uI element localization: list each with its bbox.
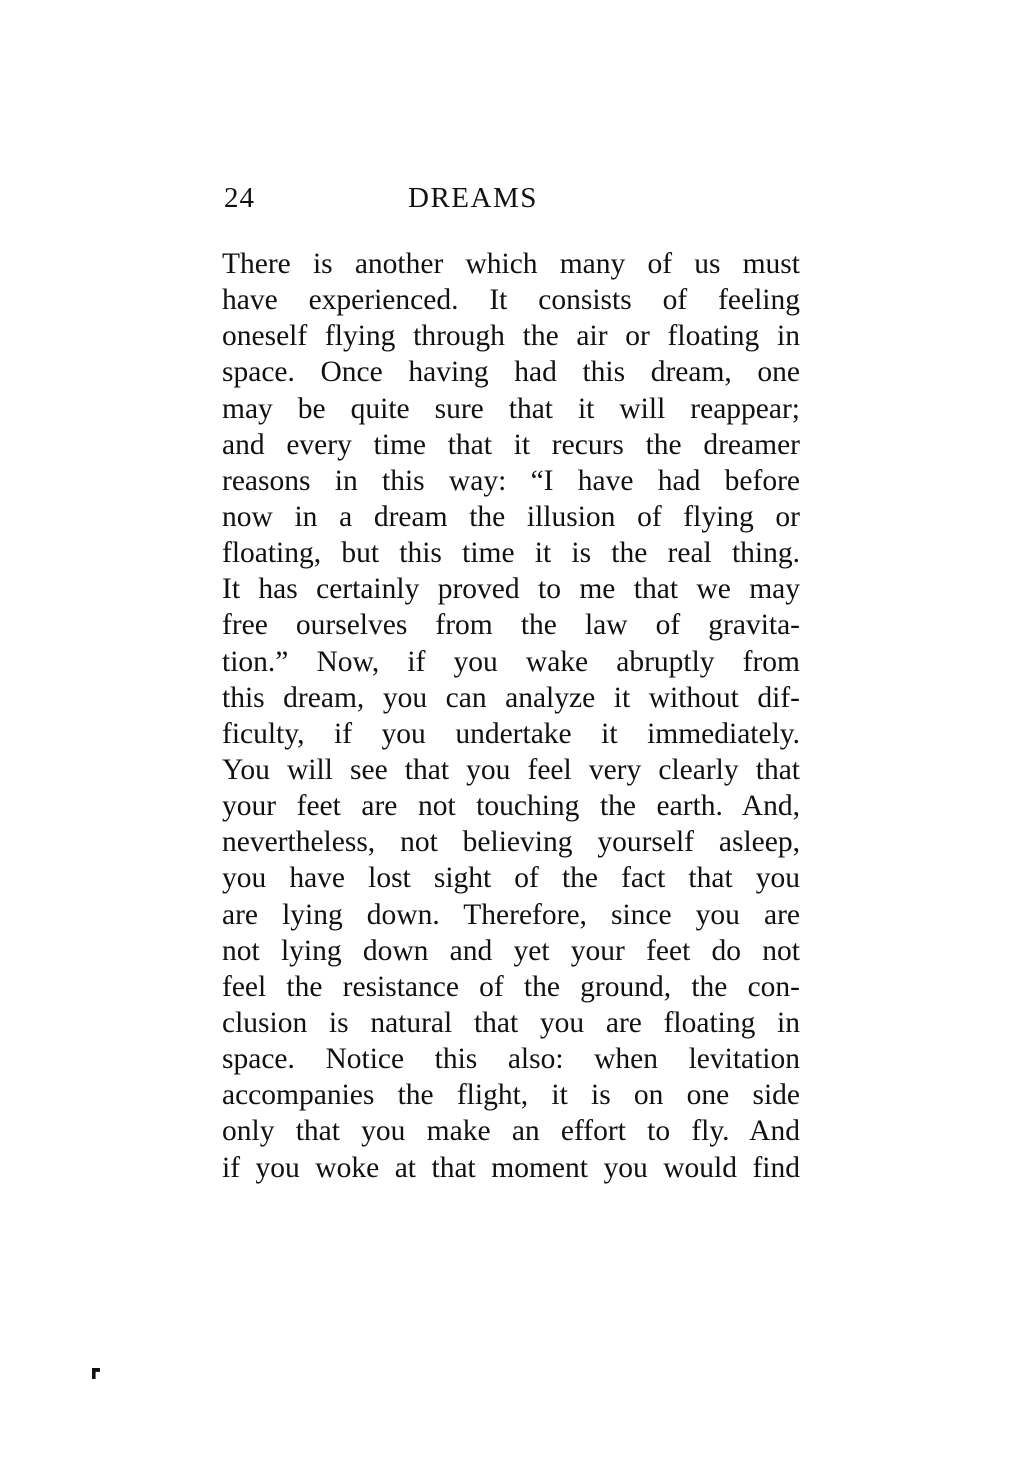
text-line: this dream, you can analyze it without dif- <box>222 681 800 714</box>
text-line: only that you make an effort to fly. And <box>222 1115 800 1148</box>
text-line: tion.” Now, if you wake abruptly from <box>222 645 800 678</box>
text-line: feel the resistance of the ground, the con- <box>222 970 800 1003</box>
text-line: space. Once having had this dream, one <box>222 356 800 389</box>
text-line: There is another which many of us must <box>222 248 800 280</box>
text-line: are lying down. Therefore, since you are <box>222 898 800 931</box>
text-line: oneself flying through the air or floating in <box>222 320 800 353</box>
text-line: accompanies the flight, it is on one side <box>222 1079 800 1112</box>
text-line: You will see that you feel very clearly that <box>222 753 800 786</box>
text-line: have experienced. It consists of feeling <box>222 284 800 317</box>
text-line: free ourselves from the law of gravita- <box>222 609 800 642</box>
text-line: clusion is natural that you are floating in <box>222 1006 800 1039</box>
text-line: you have lost sight of the fact that you <box>222 862 800 895</box>
running-head <box>222 180 798 224</box>
page-number: 24 <box>224 182 255 214</box>
body-text <box>222 246 800 1186</box>
text-line: now in a dream the illusion of flying or <box>222 500 800 533</box>
text-line: not lying down and yet your feet do not <box>222 934 800 967</box>
text-line: ficulty, if you undertake it immediately. <box>222 717 800 750</box>
scan-mark <box>92 1368 100 1379</box>
text-line: nevertheless, not believing yourself asleep, <box>222 826 800 859</box>
text-line: may be quite sure that it will reappear; <box>222 392 800 425</box>
text-line: and every time that it recurs the dreamer <box>222 428 800 461</box>
running-title: DREAMS <box>408 182 538 214</box>
text-line: It has certainly proved to me that we may <box>222 573 800 606</box>
text-line: floating, but this time it is the real thing. <box>222 537 800 570</box>
text-line: space. Notice this also: when levitation <box>222 1043 800 1076</box>
text-line: your feet are not touching the earth. And, <box>222 790 800 823</box>
text-line: reasons in this way: “I have had before <box>222 464 800 497</box>
text-line: if you woke at that moment you would find <box>222 1151 800 1184</box>
